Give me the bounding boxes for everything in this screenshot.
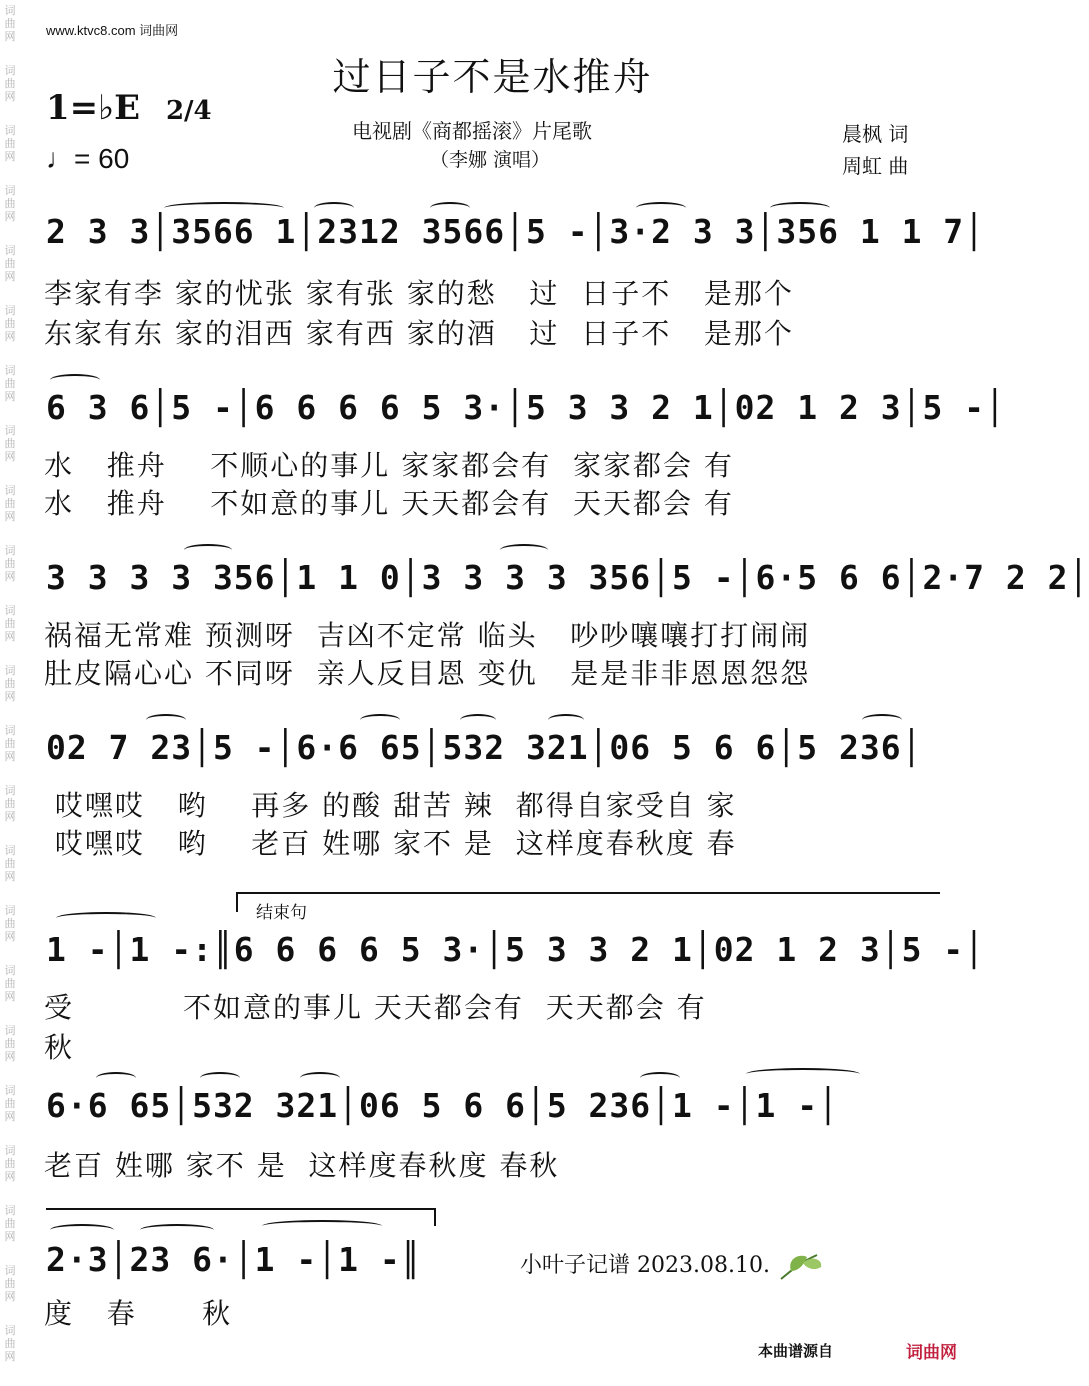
slur [360,714,400,726]
watermark-text: 词曲网 [4,904,16,943]
notation-line: 6 3 6│5 -│6 6 6 6 5 3·│5 3 3 2 1│02 1 2 3│5 -│ [46,388,1006,427]
slur [862,714,902,726]
volta-bracket [236,892,940,894]
watermark-text: 词曲网 [4,544,16,583]
watermark-text: 词曲网 [4,664,16,703]
slur [164,202,284,214]
slur [640,1072,680,1084]
slur [548,714,584,726]
watermark-text: 词曲网 [4,364,16,403]
lyricist-credit: 晨枫 词 [842,122,909,146]
singer-credit: （李娜 演唱） [430,149,551,171]
slur [770,202,830,214]
slur [500,544,548,556]
slur [50,374,100,386]
lyric-verse-1: 受 不如意的事儿 天天都会有 天天都会 有 [44,991,707,1024]
time-signature: 2/4 [165,96,212,126]
slur [200,1072,240,1084]
watermark-text: 词曲网 [4,604,16,643]
watermark-text: 词曲网 [4,304,16,343]
watermark-text: 词曲网 [4,844,16,883]
slur [430,202,470,214]
lyric-verse-2: 东家有东 家的泪西 家有西 家的酒 过 日子不 是那个 [44,317,794,350]
lyric-verse-1: 祸福无常难 预测呀 吉凶不定常 临头 吵吵嚷嚷打打闹闹 [44,619,811,652]
watermark-text: 词曲网 [4,1204,16,1243]
slur [96,1072,136,1084]
notation-line: 02 7 23│5 -│6·6 65│532 321│06 5 6 6│5 236│ [46,728,923,767]
watermark-strip [0,0,22,1386]
slur [140,1224,214,1236]
transcriber-signature [520,1248,825,1283]
lyric-verse-1: 度 春 秋 [44,1297,233,1330]
notation-line: 2 3 3│3566 1│2312 3566│5 -│3·2 3 3│356 1 1 7│ [46,212,986,251]
coda-bracket-edge [434,1208,436,1226]
watermark-text: 词曲网 [4,184,16,223]
notation-line: 2·3│23 6·│1 -│1 -║ [46,1240,422,1279]
coda-bracket [46,1208,436,1210]
lyric-verse-1: 哎嘿哎 哟 再多 的酸 甜苦 辣 都得自家受自 家 [44,789,737,822]
notation-line: 1 -│1 -:║6 6 6 6 5 3·│5 3 3 2 1│02 1 2 3│5 -│ [46,930,986,969]
watermark-text: 词曲网 [4,424,16,463]
watermark-text: 词曲网 [4,724,16,763]
slur [300,1072,340,1084]
watermark-text: 词曲网 [4,124,16,163]
slur [460,714,496,726]
watermark-text: 词曲网 [4,4,16,43]
watermark-text: 词曲网 [4,784,16,823]
tempo-marking: ♩= 60 [46,143,130,174]
page-title: 过日子不是水推舟 [332,55,653,99]
watermark-text: 词曲网 [4,64,16,103]
lyric-verse-1: 李家有李 家的忧张 家有张 家的愁 过 日子不 是那个 [44,277,794,310]
lyric-verse-1: 水 推舟 不顺心的事儿 家家都会有 家家都会 有 [44,449,734,482]
site-url[interactable]: www.ktvc8.com 词曲网 [46,23,179,38]
watermark-text: 词曲网 [4,1264,16,1303]
volta-bracket-edge [236,892,238,912]
ending-label: 结束句 [256,903,307,923]
key-text: 1=♭E [46,88,141,128]
watermark-text: 词曲网 [4,484,16,523]
lyric-verse-2: 秋 [44,1031,75,1064]
watermark-text: 词曲网 [4,1024,16,1063]
slur [50,1224,114,1236]
leaf-icon [777,1249,825,1283]
slur [184,544,232,556]
watermark-text: 词曲网 [4,1084,16,1123]
tie [56,912,156,924]
composer-credit: 周虹 曲 [842,154,909,178]
source-label: 本曲谱源自 [758,1342,834,1360]
signature-text: 小叶子记谱 2023.08.10. [520,1253,770,1278]
slur [314,202,354,214]
watermark-text: 词曲网 [4,964,16,1003]
watermark-text: 词曲网 [4,1144,16,1183]
lyric-verse-2: 哎嘿哎 哟 老百 姓哪 家不 是 这样度春秋度 春 [44,827,737,860]
slur [146,714,186,726]
watermark-text: 词曲网 [4,1324,16,1363]
lyric-verse-2: 水 推舟 不如意的事儿 天天都会有 天天都会 有 [44,487,734,520]
notation-line: 6·6 65│532 321│06 5 6 6│5 236│1 -│1 -│ [46,1086,839,1125]
source-link[interactable]: 词曲网 [906,1343,957,1363]
tie [262,1220,382,1232]
notation-line: 3 3 3 3 356│1 1 0│3 3 3 3 356│5 -│6·5 6 6│2·7 2 2│ [46,558,1089,597]
lyric-verse-1: 老百 姓哪 家不 是 这样度春秋度 春秋 [44,1149,560,1182]
lyric-verse-2: 肚皮隔心心 不同呀 亲人反目恩 变仇 是是非非恩恩怨怨 [44,657,811,690]
subtitle: 电视剧《商都摇滚》片尾歌 [352,119,592,143]
tie [746,1068,860,1080]
slur [636,202,686,214]
key-signature [46,88,212,128]
watermark-text: 词曲网 [4,244,16,283]
